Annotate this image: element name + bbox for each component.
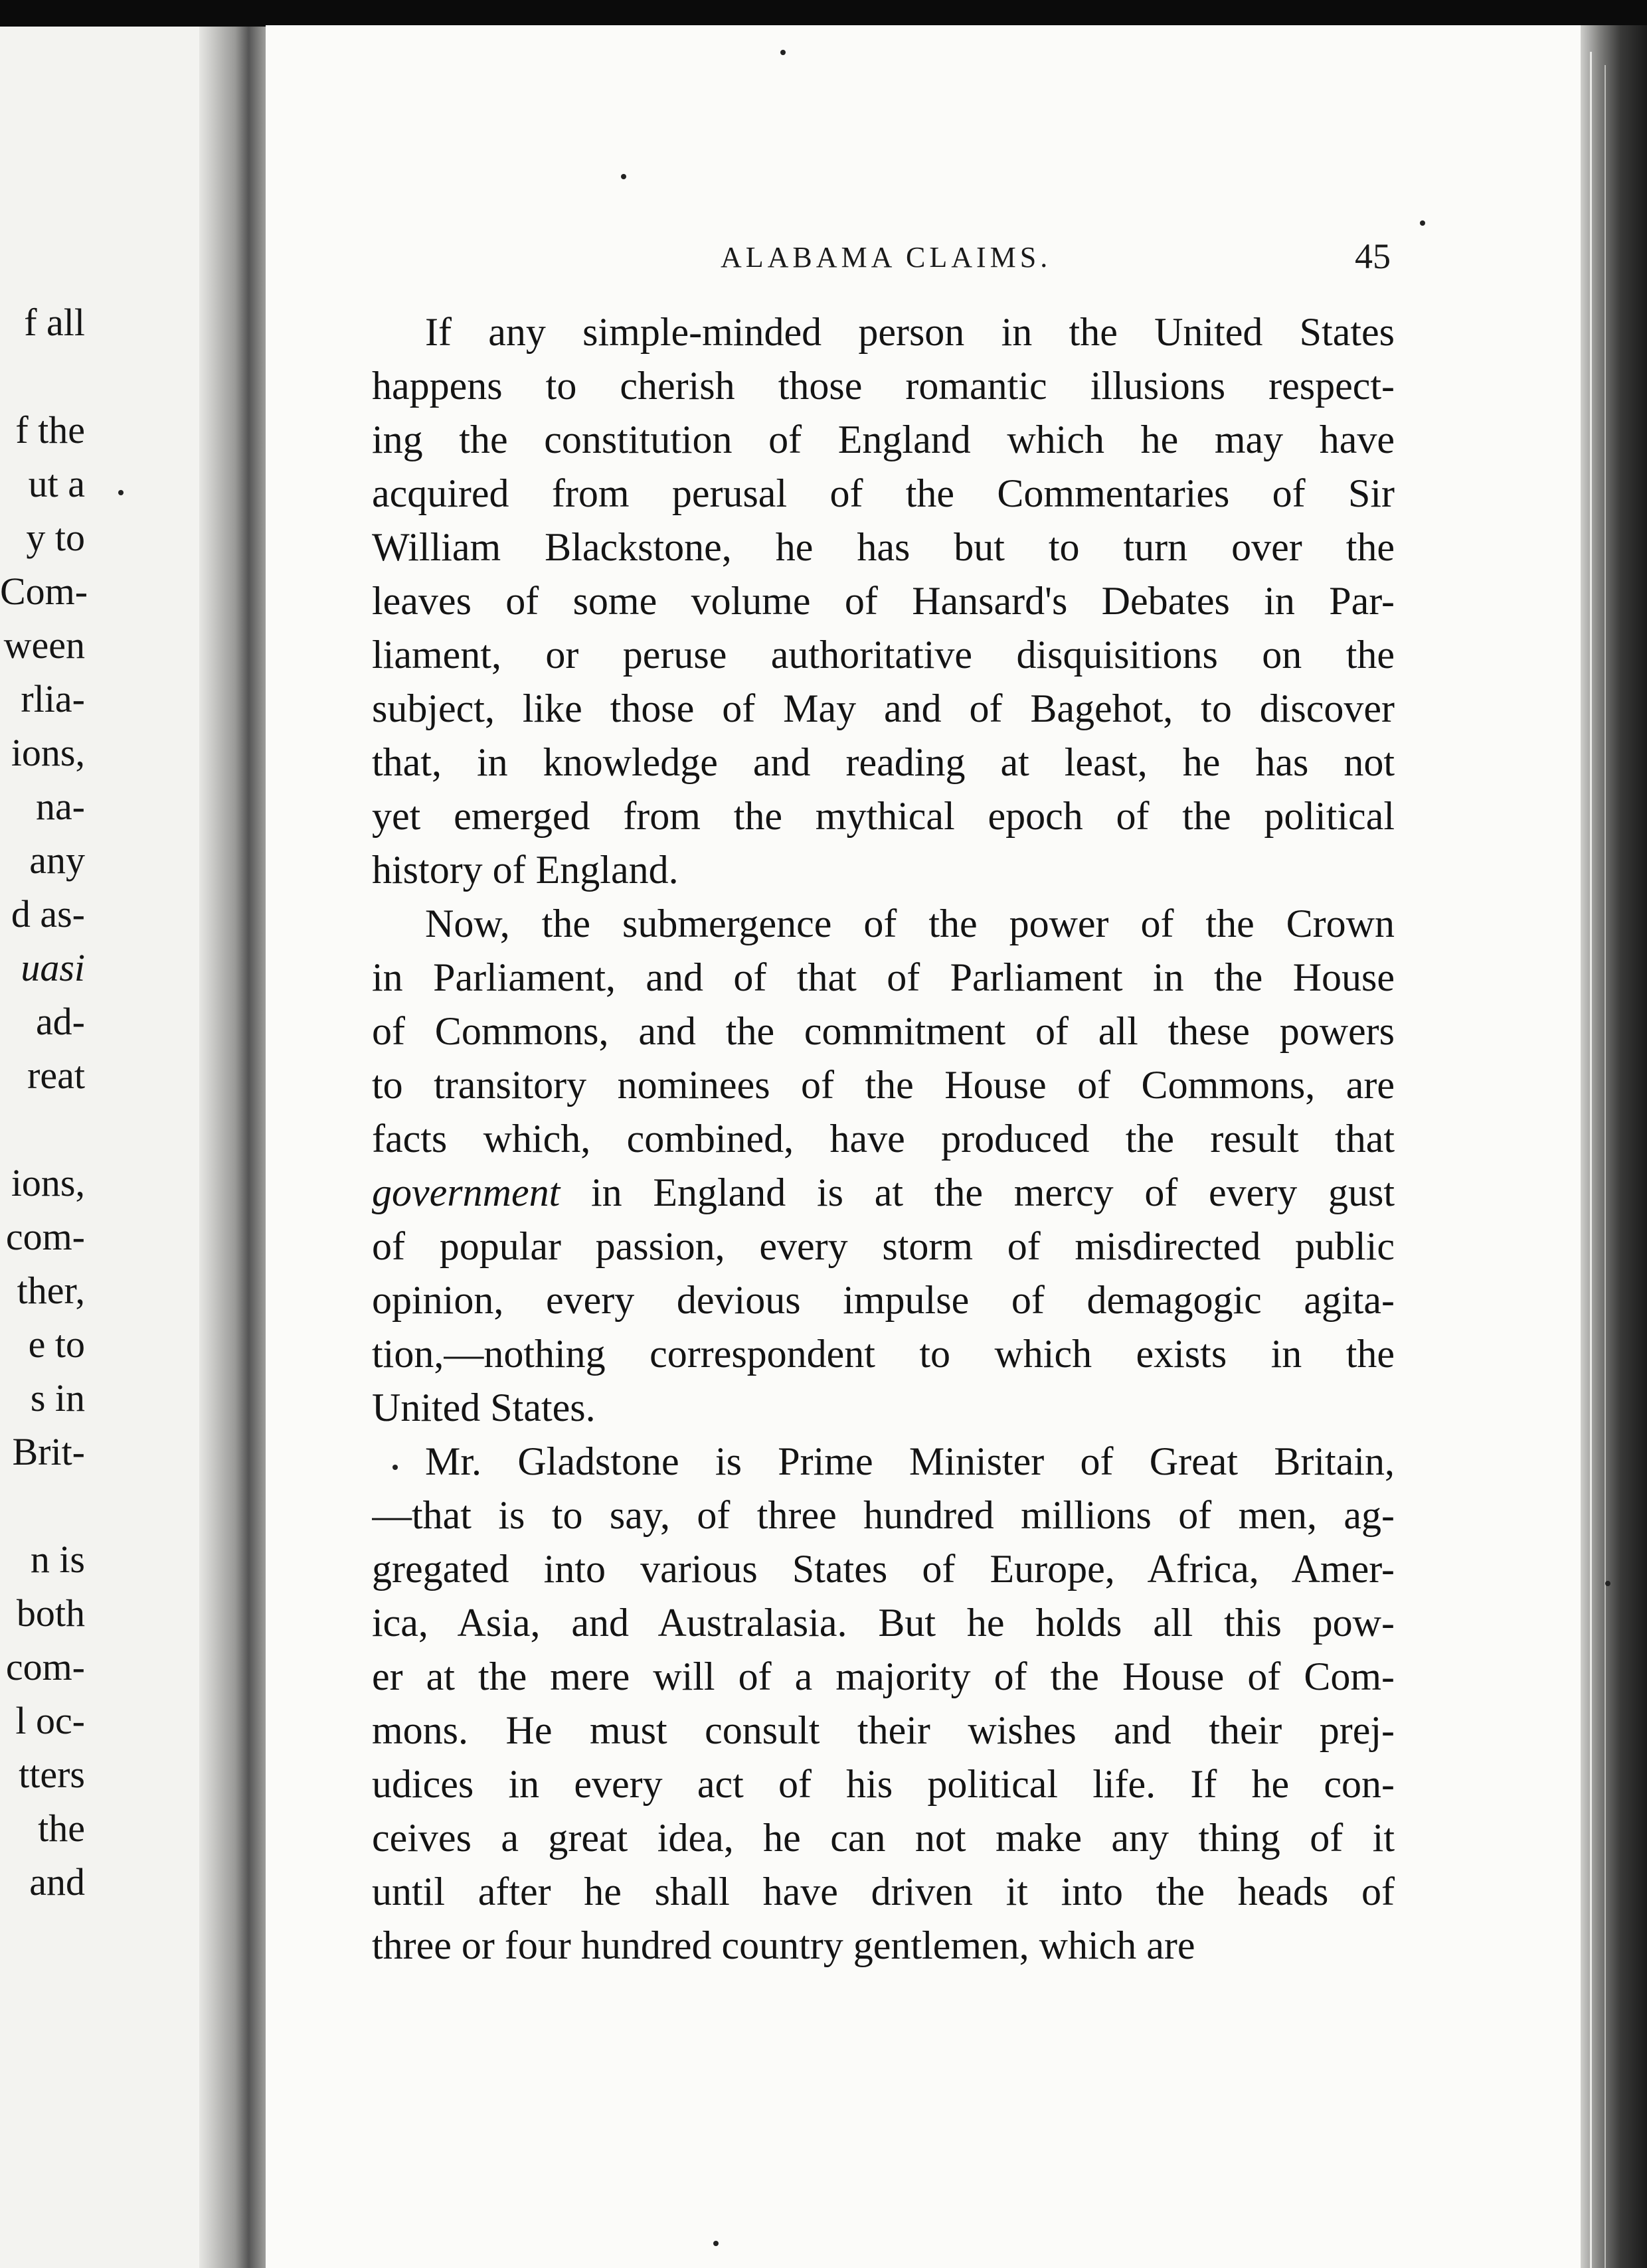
text-line: liament, or peruse authoritative disquisitions on the (372, 633, 1395, 677)
text-line: tion,—nothing correspondent to which exists in the (372, 1332, 1395, 1376)
left-page-fragment: s in (30, 1376, 85, 1419)
page-edges (1581, 25, 1647, 2268)
text-line: —that is to say, of three hundred millions of men, ag- (372, 1493, 1395, 1537)
scan-speck (713, 2241, 719, 2246)
left-page-fragment: reat (27, 1054, 85, 1097)
text-line: Mr. Gladstone is Prime Minister of Great Britain, (425, 1439, 1395, 1483)
left-page-fragment (0, 1102, 85, 1156)
left-page-fragment: d as- (11, 892, 85, 935)
left-page-fragment: ther, (17, 1269, 85, 1312)
text-line: facts which, combined, have produced the result that (372, 1117, 1395, 1161)
left-page-fragment: ad- (35, 1000, 85, 1043)
italic-word: government (372, 1171, 561, 1214)
text-line: If any simple-minded person in the United States (425, 310, 1395, 354)
text-line: mons. He must consult their wishes and their prej- (372, 1708, 1395, 1752)
left-page-fragment: uasi (21, 946, 85, 989)
left-page-fragment: com- (5, 1215, 85, 1258)
text-line: Now, the submergence of the power of the Crown (425, 902, 1395, 945)
text-line: ing the constitution of England which he may have (372, 418, 1395, 461)
scan-speck (1420, 220, 1425, 226)
text-line: subject, like those of May and of Bagehot, to discover (372, 687, 1395, 730)
scan-speck (1605, 1581, 1610, 1586)
left-page-fragment (0, 1479, 85, 1532)
left-page-fragment: ween (3, 623, 85, 667)
left-page-fragment: com- (5, 1645, 85, 1688)
scan-speck (392, 1465, 398, 1470)
left-page-fragment: ions, (11, 731, 85, 774)
left-page-fragment: any (29, 839, 85, 882)
left-page-fragment: y to (26, 516, 85, 559)
text-line: until after he shall have driven it into the heads of (372, 1870, 1395, 1913)
text-line: happens to cherish those romantic illusions respect- (372, 364, 1395, 408)
text-line: three or four hundred country gentlemen, which are (372, 1923, 1195, 1967)
left-page-fragment: Brit- (12, 1430, 85, 1473)
left-page-fragment: f the (15, 408, 85, 451)
body-text (372, 305, 1395, 1973)
left-page-fragment: tters (19, 1753, 85, 1796)
line-remainder: in England is at the mercy of every gust (560, 1171, 1395, 1214)
text-line: William Blackstone, he has but to turn over the (372, 525, 1395, 569)
scan-speck (118, 490, 124, 495)
text-line: ceives a great idea, he can not make any thing of it (372, 1816, 1395, 1860)
text-line (372, 1166, 1395, 1220)
text-line: udices in every act of his political life. If he con- (372, 1762, 1395, 1806)
text-line: of Commons, and the commitment of all these powers (372, 1009, 1395, 1053)
text-line: yet emerged from the mythical epoch of the political (372, 794, 1395, 838)
left-page-fragment (0, 349, 85, 403)
left-page-fragment: and (29, 1860, 85, 1903)
running-head: ALABAMA CLAIMS. (721, 241, 1052, 274)
text-line: history of England. (372, 848, 679, 892)
paragraph (372, 1435, 1395, 1973)
left-page-text (0, 295, 88, 1909)
text-line: ica, Asia, and Australasia. But he holds all this pow- (372, 1601, 1395, 1645)
text-line: of popular passion, every storm of misdirected public (372, 1224, 1395, 1268)
left-page-fragment: n is (30, 1538, 85, 1581)
text-line: opinion, every devious impulse of demagogic agita- (372, 1278, 1395, 1322)
left-page-fragment: rlia- (21, 677, 85, 720)
text-line: gregated into various States of Europe, Africa, Amer- (372, 1547, 1395, 1591)
left-page-fragment: ut a (28, 462, 85, 505)
paragraph (372, 897, 1395, 1435)
left-page-fragment: the (38, 1807, 85, 1850)
paragraph (372, 305, 1395, 897)
left-page-fragment: both (16, 1591, 85, 1635)
text-line: United States. (372, 1386, 596, 1429)
scan-speck (621, 174, 626, 179)
text-line: er at the mere will of a majority of the House of Com- (372, 1655, 1395, 1698)
text-line: in Parliament, and of that of Parliament in the House (372, 955, 1395, 999)
text-line: leaves of some volume of Hansard's Debates in Par- (372, 579, 1395, 623)
page-number: 45 (1355, 236, 1391, 276)
left-page-fragment: na- (35, 785, 85, 828)
scan-speck (780, 50, 786, 55)
left-page-fragment: l oc- (15, 1699, 85, 1742)
text-line: that, in knowledge and reading at least, he has not (372, 740, 1395, 784)
left-page-fragment: f all (24, 301, 85, 344)
left-page-fragment: Com- (0, 570, 88, 613)
left-page-fragment: e to (28, 1323, 85, 1366)
text-line: to transitory nominees of the House of Commons, are (372, 1063, 1395, 1107)
left-page-fragment: ions, (11, 1161, 85, 1204)
text-line: acquired from perusal of the Commentaries of Sir (372, 471, 1395, 515)
